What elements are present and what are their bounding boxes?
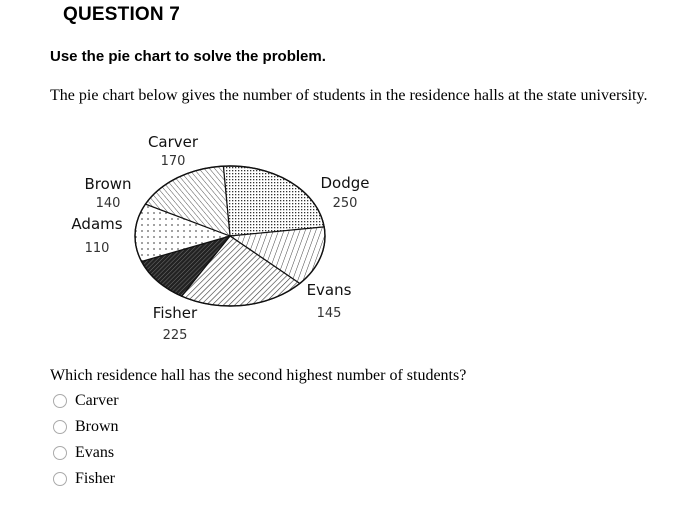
option-evans[interactable] — [53, 440, 119, 466]
option-carver[interactable] — [53, 388, 119, 414]
question-prompt: Which residence hall has the second highest number of students? — [50, 367, 467, 384]
option-label: Brown — [75, 418, 119, 435]
option-label: Evans — [75, 444, 115, 461]
slice-label-dodge: Dodge — [320, 174, 370, 192]
slice-value-dodge: 250 — [332, 196, 358, 211]
question-instruction: Use the pie chart to solve the problem. — [50, 48, 326, 65]
slice-value-fisher: 225 — [162, 328, 188, 343]
answer-options — [53, 388, 119, 492]
option-label: Carver — [75, 392, 119, 409]
slice-value-adams: 110 — [84, 241, 110, 256]
radio-button[interactable] — [53, 394, 67, 408]
option-brown[interactable] — [53, 414, 119, 440]
radio-button[interactable] — [53, 420, 67, 434]
slice-label-brown: Brown — [84, 175, 132, 193]
option-fisher[interactable] — [53, 466, 119, 492]
radio-button[interactable] — [53, 446, 67, 460]
pie-slice-dodge — [223, 166, 324, 236]
question-title: QUESTION 7 — [63, 4, 181, 25]
radio-button[interactable] — [53, 472, 67, 486]
option-label: Fisher — [75, 470, 115, 487]
slice-value-carver: 170 — [160, 154, 186, 169]
slice-value-brown: 140 — [95, 196, 121, 211]
slice-value-evans: 145 — [316, 306, 342, 321]
pie-chart — [55, 128, 395, 348]
slice-label-adams: Adams — [71, 215, 123, 233]
slice-label-fisher: Fisher — [152, 304, 198, 322]
question-intro: The pie chart below gives the number of students in the residence halls at the state university. — [50, 87, 648, 104]
slice-label-carver: Carver — [147, 133, 199, 151]
slice-label-evans: Evans — [306, 281, 352, 299]
